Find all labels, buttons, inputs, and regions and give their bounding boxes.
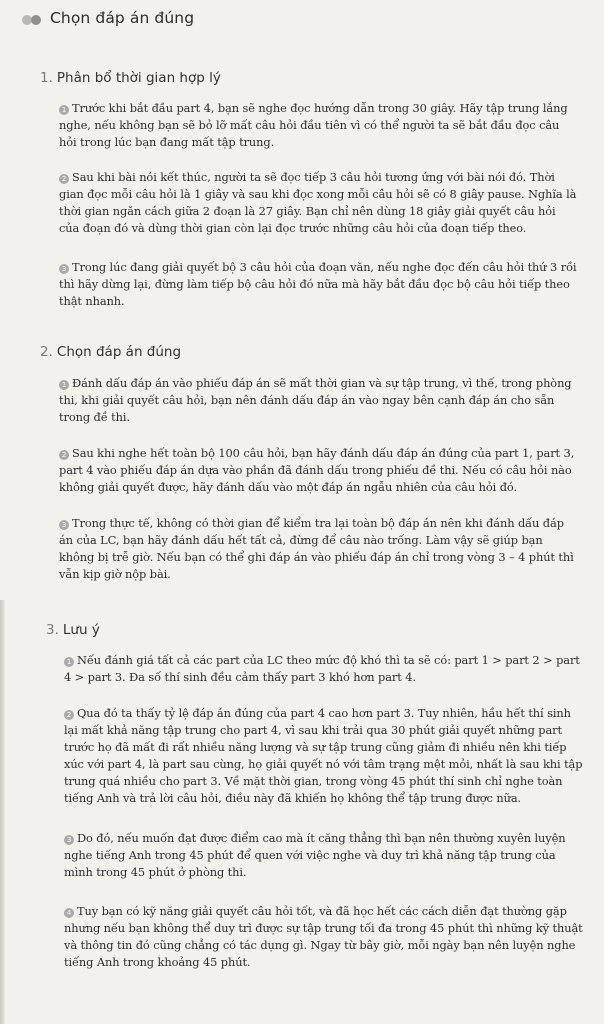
numbered-bullet-icon: 4 (64, 908, 74, 918)
header-dots-icon (22, 15, 46, 25)
section-title: 1. Phân bổ thời gian hợp lý (40, 70, 221, 86)
list-item: 2 Sau khi bài nói kết thúc, người ta sẽ đọc tiếp 3 câu hỏi tương ứng với bài nói đó. Thời gian đọc mỗi câu hỏi là 1 giây và sau khi đọc xong mỗi câu hỏi sẽ có 8 giây pause. Nghĩa là thời gian ngăn cách giữa 2 đoạn là 27 giây. Bạn chỉ nên dùng 18 giây giải quyết câu hỏi của đoạn đó và dùng thời gian còn lại đọc trước những câu hỏi của đoạn tiếp theo. (59, 170, 577, 235)
list-item: 3 Trong lúc đang giải quyết bộ 3 câu hỏi của đoạn văn, nếu nghe đọc đến câu hỏi thứ 3 rồi thì hãy dừng lại, đừng làm tiếp bộ câu hỏi đó nữa mà hãy bắt đầu đọc bộ câu hỏi tiếp theo thật nhanh. (59, 260, 577, 308)
list-item: 1 Trước khi bắt đầu part 4, bạn sẽ nghe đọc hướng dẫn trong 30 giây. Hãy tập trung lắng nghe, nếu không bạn sẽ bỏ lỡ mất câu hỏi đầu tiên vì có thể người ta sẽ bắt đầu đọc câu hỏi trong lúc bạn đang mất tập trung. (59, 101, 568, 149)
numbered-bullet-icon: 2 (59, 450, 69, 460)
numbered-bullet-icon: 1 (64, 657, 74, 667)
numbered-bullet-icon: 3 (59, 264, 69, 274)
section-notes (46, 622, 594, 638)
section-time-allocation (40, 70, 588, 86)
numbered-bullet-icon: 1 (59, 380, 69, 390)
page-edge-shadow (0, 600, 5, 1024)
list-item: 3 Do đó, nếu muốn đạt được điểm cao mà ít căng thẳng thì bạn nên thường xuyên luyện nghe tiếng Anh trong 45 phút để quen với việc nghe và duy trì khả năng tập trung của mình trong 45 phút ở phòng thi. (64, 831, 566, 879)
numbered-bullet-icon: 2 (64, 710, 74, 720)
section-title: 2. Chọn đáp án đúng (40, 344, 182, 360)
numbered-bullet-icon: 2 (59, 174, 69, 184)
numbered-bullet-icon: 3 (59, 520, 69, 530)
section-choose-answer (40, 344, 588, 360)
list-item: 1 Đánh dấu đáp án vào phiếu đáp án sẽ mất thời gian và sự tập trung, vì thế, trong phòng thi, khi giải quyết câu hỏi, bạn nên đánh dấu đáp án vào ngay bên cạnh đáp án cho sẵn trong đề thi. (59, 376, 572, 424)
list-item: 2 Sau khi nghe hết toàn bộ 100 câu hỏi, bạn hãy đánh dấu đáp án đúng của part 1, part 3, part 4 vào phiếu đáp án dựa vào phần đã đánh dấu trong phiếu đề thi. Nếu có câu hỏi nào không giải quyết được, hãy đánh dấu vào một đáp án ngẫu nhiên của câu hỏi đó. (59, 446, 575, 494)
list-item: 3 Trong thực tế, không có thời gian để kiểm tra lại toàn bộ đáp án nên khi đánh dấu đáp án của LC, bạn hãy đánh dấu hết tất cả, đừng để câu nào trống. Làm vậy sẽ giúp bạn không bị trễ giờ. Nếu bạn có thể ghi đáp án vào phiếu đáp án chỉ trong vòng 3 – 4 phút thì vẫn kịp giờ nộp bài. (59, 516, 574, 581)
page-header (0, 0, 604, 40)
page-title: Chọn đáp án đúng (50, 9, 195, 27)
list-item: 1 Nếu đánh giá tất cả các part của LC theo mức độ khó thì ta sẽ có: part 1 > part 2 > part 4 > part 3. Đa số thí sinh đều cảm thấy part 3 khó hơn part 4. (64, 653, 580, 684)
list-item: 4 Tuy bạn có kỹ năng giải quyết câu hỏi tốt, và đã học hết các cách diễn đạt thường gặp nhưng nếu bạn không thể duy trì được sự tập trung tối đa trong 45 phút thì những kỹ thuật và thông tin đó cũng chẳng có tác dụng gì. Ngay từ bây giờ, mỗi ngày bạn nên luyện nghe tiếng Anh trong khoảng 45 phút. (64, 904, 583, 969)
numbered-bullet-icon: 1 (59, 105, 69, 115)
list-item: 2 Qua đó ta thấy tỷ lệ đáp án đúng của part 4 cao hơn part 3. Tuy nhiên, hầu hết thí sinh lại mất khả năng tập trung cho part 4, vì sau khi trải qua 30 phút giải quyết những part trước họ đã mất đi rất nhiều năng lượng và sự tập trung cũng giảm đi nhiều nên khi tiếp xúc với part 4, là part sau cùng, họ giải quyết nó với tâm trạng mệt mỏi, nhất là sau khi tập trung quá nhiều cho part 3. Về mặt thời gian, trong vòng 45 phút thí sinh chỉ nghe toàn tiếng Anh và trả lời câu hỏi, điều này đã khiến họ không thể tập trung được nữa. (64, 706, 583, 805)
numbered-bullet-icon: 3 (64, 835, 74, 845)
section-title: 3. Lưu ý (46, 622, 100, 638)
